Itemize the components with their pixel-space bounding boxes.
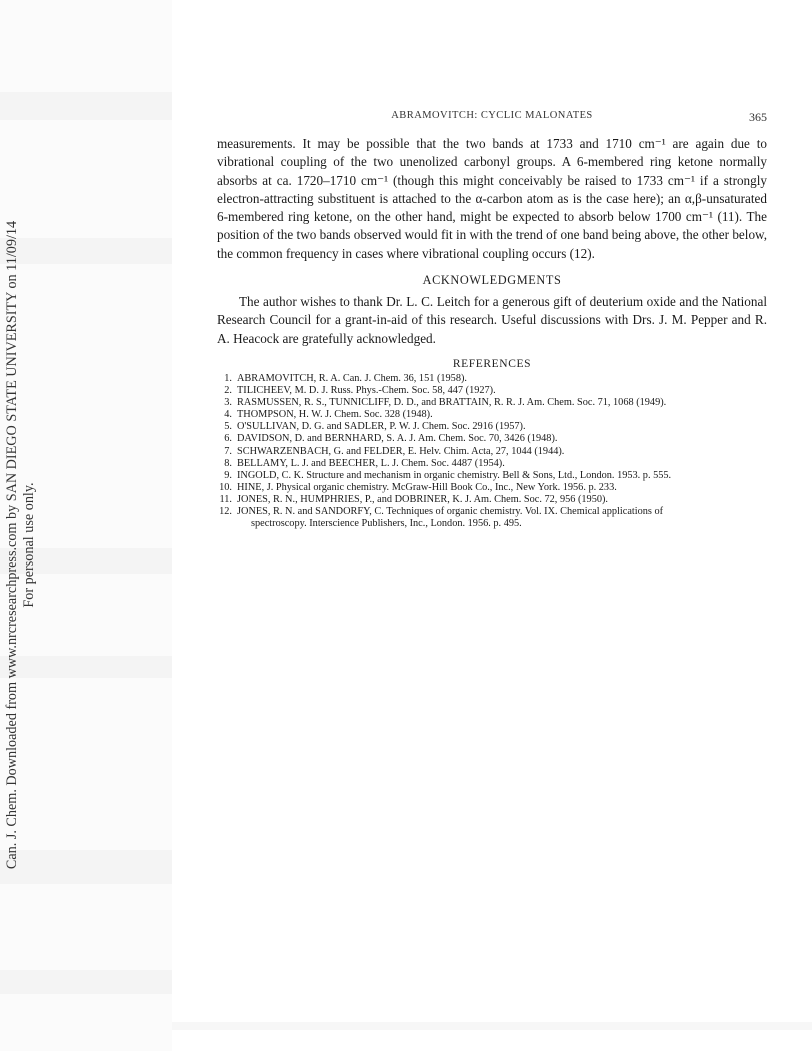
margin-speckle (0, 92, 172, 120)
reference-number: 10. (219, 481, 232, 493)
reference-text: THOMPSON, H. W. J. Chem. Soc. 328 (1948). (237, 409, 433, 421)
reference-number: 3. (224, 397, 232, 409)
page-number: 365 (749, 110, 767, 124)
reference-item (217, 470, 767, 482)
reference-item (217, 421, 767, 433)
reference-item (217, 373, 767, 385)
reference-number: 9. (224, 469, 232, 481)
reference-item (217, 458, 767, 470)
watermark-line-1: Can. J. Chem. Downloaded from www.nrcresearchpress.com by SAN DIEGO STATE UNIVERSITY on 11/09/14 (4, 220, 20, 870)
references-heading: REFERENCES (452, 357, 532, 370)
reference-item (217, 409, 767, 421)
reference-text: INGOLD, C. K. Structure and mechanism in organic chemistry. Bell & Sons, Ltd., London. 1953. p. 555. (237, 469, 672, 481)
acknowledgments-paragraph: The author wishes to thank Dr. L. C. Leitch for a generous gift of deuterium oxide and the National Research Council for a grant-in-aid of this research. Useful discussions with Drs. J. M. Pepper and R. A. Heacock are gratefully acknowledged. (217, 294, 767, 346)
reference-item (217, 397, 767, 409)
page-header (217, 110, 767, 126)
reference-item (217, 506, 767, 530)
reference-text: O'SULLIVAN, D. G. and SADLER, P. W. J. Chem. Soc. 2916 (1957). (237, 421, 526, 433)
reference-text: BELLAMY, L. J. and BEECHER, L. J. Chem. Soc. 4487 (1954). (237, 457, 505, 469)
reference-number: 12. (219, 506, 232, 517)
reference-number: 11. (219, 493, 232, 505)
margin-speckle (0, 970, 172, 994)
reference-list (217, 373, 767, 530)
reference-text: DAVIDSON, D. and BERNHARD, S. A. J. Am. Chem. Soc. 70, 3426 (1948). (237, 433, 558, 445)
reference-item (217, 494, 767, 506)
reference-number: 1. (224, 372, 232, 384)
reference-text: JONES, R. N., HUMPHRIES, P., and DOBRINER, K. J. Am. Chem. Soc. 72, 956 (1950). (237, 493, 608, 505)
body-paragraph: measurements. It may be possible that the two bands at 1733 and 1710 cm⁻¹ are again due to vibrational coupling of the two unenolized carbonyl groups. A 6-membered ring ketone normally absorbs at ca. 1720–1710 cm⁻¹ (though this might conceivably be raised to 1733 cm⁻¹ if a strongly electron-attracting substituent is attached to the α-carbon atom as is the case here); an α,β-unsaturated 6-membered ring ketone, on the other hand, might be expected to absorb below 1700 cm⁻¹ (11). The position of the two bands observed would fit in with the trend of one band being above, the other below, the common frequency in cases where vibrational coupling occurs (12). (217, 136, 767, 261)
reference-number: 4. (224, 409, 232, 421)
reference-text: HINE, J. Physical organic chemistry. McGraw-Hill Book Co., Inc., New York. 1956. p. 233. (237, 481, 617, 493)
reference-number: 5. (224, 421, 232, 433)
acknowledgments-heading: ACKNOWLEDGMENTS (422, 273, 562, 288)
download-watermark (4, 180, 90, 910)
reference-item (217, 433, 767, 445)
scan-edge (172, 1022, 812, 1030)
reference-number: 7. (224, 445, 232, 457)
reference-number: 2. (224, 385, 232, 397)
reference-text: RASMUSSEN, R. S., TUNNICLIFF, D. D., and BRATTAIN, R. R. J. Am. Chem. Soc. 71, 1068 (1949). (237, 397, 667, 409)
reference-number: 6. (224, 433, 232, 445)
reference-continuation: spectroscopy. Interscience Publishers, Inc., London. 1956. p. 495. (251, 518, 522, 530)
reference-number: 8. (224, 457, 232, 469)
reference-text: TILICHEEV, M. D. J. Russ. Phys.-Chem. Soc. 58, 447 (1927). (237, 385, 496, 397)
running-title: ABRAMOVITCH: CYCLIC MALONATES (391, 110, 593, 121)
reference-item (217, 385, 767, 397)
reference-text: JONES, R. N. and SANDORFY, C. Techniques of organic chemistry. Vol. IX. Chemical applications of (237, 506, 664, 517)
reference-text: ABRAMOVITCH, R. A. Can. J. Chem. 36, 151 (1958). (237, 372, 467, 384)
article-body (217, 135, 767, 530)
reference-item (217, 446, 767, 458)
watermark-line-2: For personal use only. (21, 482, 37, 608)
reference-item (217, 482, 767, 494)
reference-text: SCHWARZENBACH, G. and FELDER, E. Helv. Chim. Acta, 27, 1044 (1944). (237, 445, 565, 457)
